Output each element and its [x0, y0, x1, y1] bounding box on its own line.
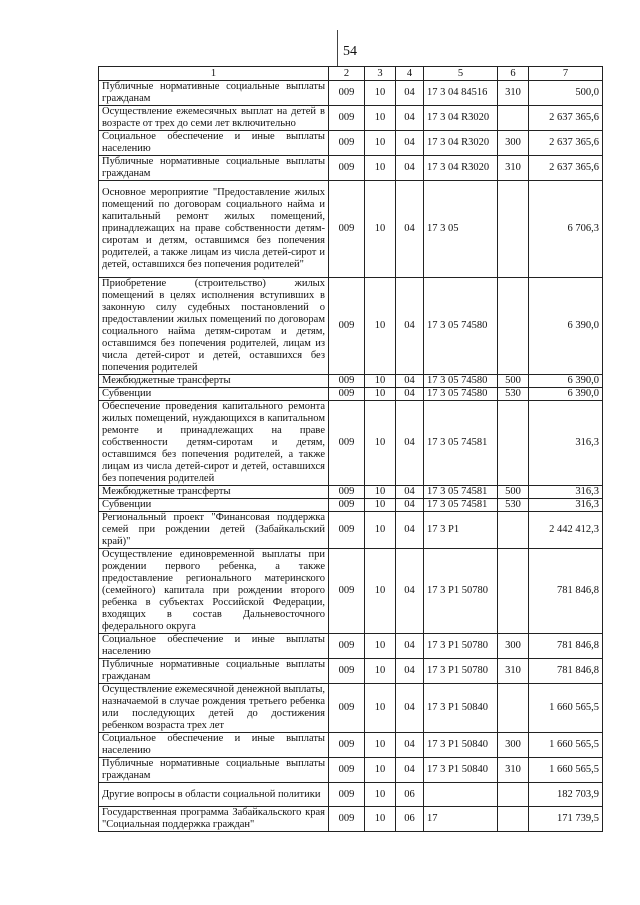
pr-cell: 04	[396, 81, 424, 106]
vr-cell: 300	[498, 733, 529, 758]
ved-cell: 009	[329, 549, 365, 634]
vr-cell: 300	[498, 634, 529, 659]
pr-cell: 04	[396, 106, 424, 131]
pr-cell: 06	[396, 783, 424, 807]
rz-cell: 10	[365, 81, 396, 106]
vr-cell	[498, 807, 529, 832]
ved-cell: 009	[329, 733, 365, 758]
rz-cell: 10	[365, 733, 396, 758]
page-number: 54	[343, 44, 357, 59]
amount-cell: 781 846,8	[529, 549, 603, 634]
vr-cell	[498, 549, 529, 634]
csr-cell: 17 3 P1 50780	[424, 549, 498, 634]
vr-cell	[498, 278, 529, 375]
vr-cell	[498, 684, 529, 733]
amount-cell: 171 739,5	[529, 807, 603, 832]
table-row	[99, 659, 603, 684]
csr-cell: 17 3 05 74580	[424, 375, 498, 388]
table-row	[99, 486, 603, 499]
amount-cell: 781 846,8	[529, 659, 603, 684]
rz-cell: 10	[365, 807, 396, 832]
row-name-cell: Приобретение (строительство) жилых помещений в целях исполнения вступивших в законную силу судебных постановлений о предоставлении жилых помещений по договорам социального найма детям-сиротам и детям, оставшимся без попечения родителей, лицам из числа детей-сирот и детей, оставшихся без попечения родителей	[99, 278, 329, 375]
budget-table	[98, 66, 603, 832]
header-col-6: 6	[498, 67, 529, 81]
ved-cell: 009	[329, 659, 365, 684]
rz-cell: 10	[365, 131, 396, 156]
ved-cell: 009	[329, 783, 365, 807]
ved-cell: 009	[329, 181, 365, 278]
header-col-5: 5	[424, 67, 498, 81]
vr-cell: 530	[498, 388, 529, 401]
amount-cell: 316,3	[529, 499, 603, 512]
table-row	[99, 499, 603, 512]
row-name-cell: Публичные нормативные социальные выплаты гражданам	[99, 81, 329, 106]
row-name-cell: Обеспечение проведения капитального ремонта жилых помещений, нуждающихся в капитальном ремонте и принадлежащих на праве собственности детям-сиротам и детям, оставшимся без попечения родителей, а также лицам из числа детей-сирот и детей, оставшихся без попечения родителей	[99, 401, 329, 486]
pr-cell: 06	[396, 807, 424, 832]
row-name-cell: Региональный проект "Финансовая поддержка семей при рождении детей (Забайкальский край)"	[99, 512, 329, 549]
row-name-cell: Субвенции	[99, 388, 329, 401]
amount-cell: 182 703,9	[529, 783, 603, 807]
ved-cell: 009	[329, 634, 365, 659]
row-name-cell: Субвенции	[99, 499, 329, 512]
row-name-cell: Публичные нормативные социальные выплаты гражданам	[99, 659, 329, 684]
table-row	[99, 401, 603, 486]
rz-cell: 10	[365, 181, 396, 278]
pr-cell: 04	[396, 758, 424, 783]
table-row	[99, 388, 603, 401]
pr-cell: 04	[396, 131, 424, 156]
rz-cell: 10	[365, 783, 396, 807]
amount-cell: 2 637 365,6	[529, 106, 603, 131]
pr-cell: 04	[396, 156, 424, 181]
pr-cell: 04	[396, 499, 424, 512]
amount-cell: 781 846,8	[529, 634, 603, 659]
table-row	[99, 758, 603, 783]
vr-cell: 310	[498, 659, 529, 684]
amount-cell: 1 660 565,5	[529, 758, 603, 783]
rz-cell: 10	[365, 106, 396, 131]
table-row	[99, 512, 603, 549]
ved-cell: 009	[329, 499, 365, 512]
row-name-cell: Социальное обеспечение и иные выплаты населению	[99, 733, 329, 758]
csr-cell: 17 3 05 74580	[424, 388, 498, 401]
row-name-cell: Социальное обеспечение и иные выплаты населению	[99, 634, 329, 659]
amount-cell: 2 637 365,6	[529, 156, 603, 181]
rz-cell: 10	[365, 684, 396, 733]
vr-cell: 310	[498, 81, 529, 106]
csr-cell: 17 3 P1 50840	[424, 733, 498, 758]
table-row	[99, 733, 603, 758]
rz-cell: 10	[365, 499, 396, 512]
table-row	[99, 278, 603, 375]
rz-cell: 10	[365, 512, 396, 549]
ved-cell: 009	[329, 81, 365, 106]
pr-cell: 04	[396, 512, 424, 549]
row-name-cell: Другие вопросы в области социальной политики	[99, 783, 329, 807]
table-row	[99, 131, 603, 156]
vr-cell: 300	[498, 131, 529, 156]
table-row	[99, 807, 603, 832]
row-name-cell: Основное мероприятие "Предоставление жилых помещений по договорам социального найма и капитальный ремонт жилых помещений, принадлежащих на праве собственности детям-сиротам и детям, оставшимся без попечения родителей, а также лицам из числа детей-сирот и детей, оставшихся без попечения родителей"	[99, 181, 329, 278]
row-name-cell: Осуществление единовременной выплаты при рождении первого ребенка, а также предоставление регионального материнского (семейного) капитала при рождении второго ребенка в субъектах Российской Федерации, входящих в состав Дальневосточного федерального округа	[99, 549, 329, 634]
pr-cell: 04	[396, 278, 424, 375]
rz-cell: 10	[365, 388, 396, 401]
ved-cell: 009	[329, 486, 365, 499]
table-row	[99, 181, 603, 278]
pr-cell: 04	[396, 634, 424, 659]
ved-cell: 009	[329, 156, 365, 181]
rz-cell: 10	[365, 758, 396, 783]
csr-cell: 17 3 P1	[424, 512, 498, 549]
amount-cell: 6 390,0	[529, 278, 603, 375]
csr-cell: 17 3 P1 50840	[424, 758, 498, 783]
table-header	[99, 67, 603, 81]
table-row	[99, 375, 603, 388]
row-name-cell: Социальное обеспечение и иные выплаты населению	[99, 131, 329, 156]
row-name-cell: Публичные нормативные социальные выплаты гражданам	[99, 156, 329, 181]
csr-cell: 17 3 04 R3020	[424, 156, 498, 181]
vr-cell: 530	[498, 499, 529, 512]
rz-cell: 10	[365, 549, 396, 634]
ved-cell: 009	[329, 684, 365, 733]
csr-cell: 17 3 04 84516	[424, 81, 498, 106]
table-row	[99, 106, 603, 131]
amount-cell: 2 637 365,6	[529, 131, 603, 156]
csr-cell: 17 3 05 74581	[424, 401, 498, 486]
ved-cell: 009	[329, 131, 365, 156]
ved-cell: 009	[329, 278, 365, 375]
row-name-cell: Межбюджетные трансферты	[99, 375, 329, 388]
row-name-cell: Публичные нормативные социальные выплаты гражданам	[99, 758, 329, 783]
header-col-1: 1	[99, 67, 329, 81]
csr-cell: 17 3 P1 50780	[424, 659, 498, 684]
ved-cell: 009	[329, 512, 365, 549]
table-row	[99, 634, 603, 659]
vr-cell	[498, 783, 529, 807]
table-row	[99, 156, 603, 181]
csr-cell: 17 3 04 R3020	[424, 131, 498, 156]
amount-cell: 316,3	[529, 401, 603, 486]
header-row	[99, 67, 603, 81]
vr-cell	[498, 401, 529, 486]
amount-cell: 500,0	[529, 81, 603, 106]
amount-cell: 316,3	[529, 486, 603, 499]
csr-cell: 17 3 05	[424, 181, 498, 278]
pr-cell: 04	[396, 684, 424, 733]
csr-cell: 17 3 04 R3020	[424, 106, 498, 131]
amount-cell: 1 660 565,5	[529, 684, 603, 733]
table-body	[99, 81, 603, 832]
vr-cell	[498, 512, 529, 549]
ved-cell: 009	[329, 375, 365, 388]
pr-cell: 04	[396, 375, 424, 388]
row-name-cell: Осуществление ежемесячных выплат на детей в возрасте от трех до семи лет включительно	[99, 106, 329, 131]
header-col-4: 4	[396, 67, 424, 81]
rz-cell: 10	[365, 486, 396, 499]
csr-cell	[424, 783, 498, 807]
csr-cell: 17 3 05 74580	[424, 278, 498, 375]
amount-cell: 2 442 412,3	[529, 512, 603, 549]
header-col-7: 7	[529, 67, 603, 81]
row-name-cell: Государственная программа Забайкальского края "Социальная поддержка граждан"	[99, 807, 329, 832]
pr-cell: 04	[396, 549, 424, 634]
pr-cell: 04	[396, 486, 424, 499]
rz-cell: 10	[365, 634, 396, 659]
table-row	[99, 684, 603, 733]
ved-cell: 009	[329, 401, 365, 486]
rz-cell: 10	[365, 375, 396, 388]
csr-cell: 17 3 05 74581	[424, 486, 498, 499]
csr-cell: 17 3 05 74581	[424, 499, 498, 512]
amount-cell: 6 390,0	[529, 375, 603, 388]
table-row	[99, 783, 603, 807]
ved-cell: 009	[329, 388, 365, 401]
amount-cell: 6 390,0	[529, 388, 603, 401]
ved-cell: 009	[329, 807, 365, 832]
ved-cell: 009	[329, 758, 365, 783]
vr-cell	[498, 181, 529, 278]
vr-cell	[498, 106, 529, 131]
pr-cell: 04	[396, 733, 424, 758]
page-number-rule	[337, 30, 338, 66]
vr-cell: 310	[498, 758, 529, 783]
vr-cell: 500	[498, 375, 529, 388]
vr-cell: 500	[498, 486, 529, 499]
table-row	[99, 549, 603, 634]
pr-cell: 04	[396, 659, 424, 684]
rz-cell: 10	[365, 659, 396, 684]
csr-cell: 17 3 P1 50840	[424, 684, 498, 733]
amount-cell: 1 660 565,5	[529, 733, 603, 758]
csr-cell: 17 3 P1 50780	[424, 634, 498, 659]
row-name-cell: Осуществление ежемесячной денежной выплаты, назначаемой в случае рождения третьего ребенка или последующих детей до достижения ребенком возраста трех лет	[99, 684, 329, 733]
header-col-2: 2	[329, 67, 365, 81]
pr-cell: 04	[396, 181, 424, 278]
pr-cell: 04	[396, 401, 424, 486]
table-row	[99, 81, 603, 106]
header-col-3: 3	[365, 67, 396, 81]
rz-cell: 10	[365, 401, 396, 486]
csr-cell: 17	[424, 807, 498, 832]
rz-cell: 10	[365, 156, 396, 181]
row-name-cell: Межбюджетные трансферты	[99, 486, 329, 499]
pr-cell: 04	[396, 388, 424, 401]
ved-cell: 009	[329, 106, 365, 131]
amount-cell: 6 706,3	[529, 181, 603, 278]
vr-cell: 310	[498, 156, 529, 181]
rz-cell: 10	[365, 278, 396, 375]
